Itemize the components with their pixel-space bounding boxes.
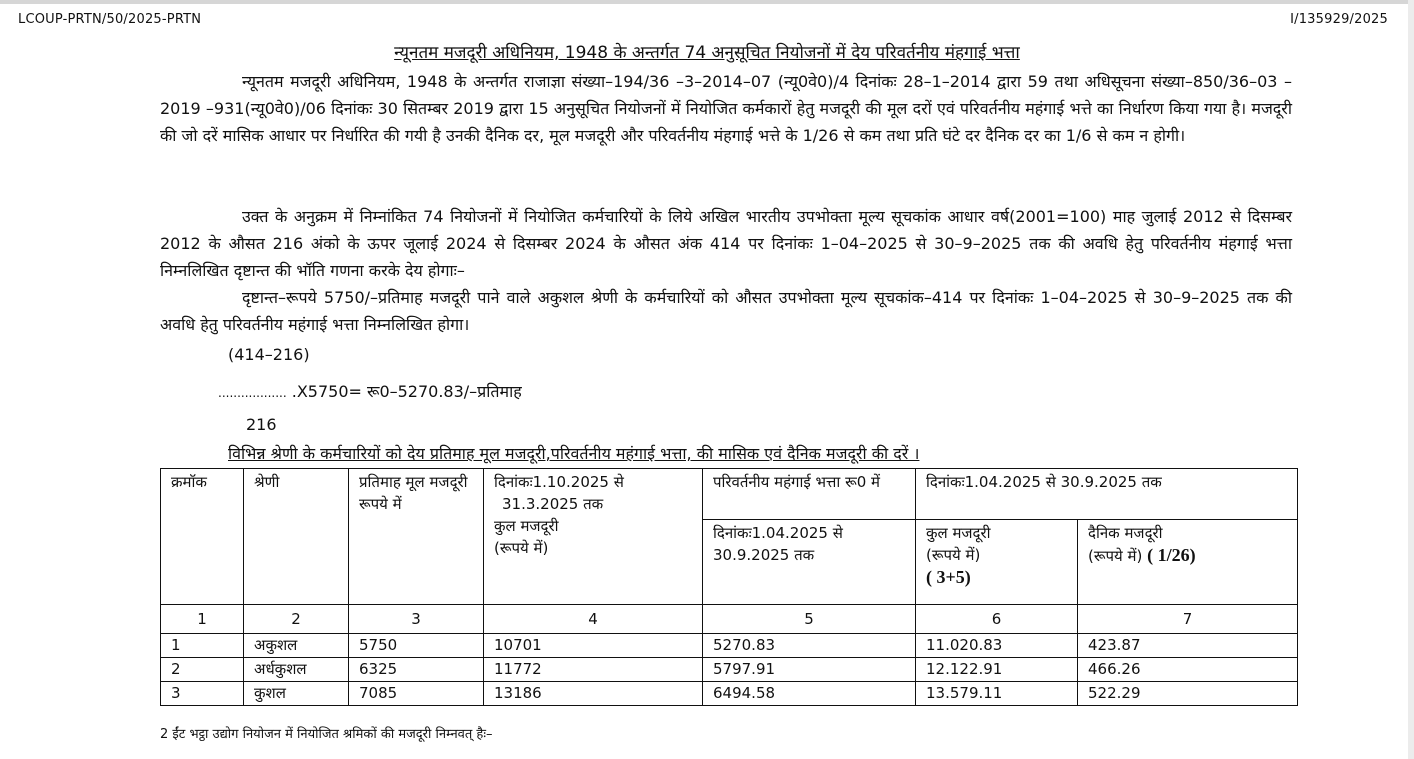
paragraph-2-text: उक्त के अनुक्रम में निम्नांकित 74 नियोजनों में नियोजित कर्मचारियों के लिये अखिल भारतीय उपभोक्ता मूल्य सूचकांक आधार वर्ष(2001=100) माह जुलाई 2012 से दिसम्बर 2012 के औसत 216 अंको के ऊपर जूलाई 2024 से दिसम्बर 2024 के औसत अंक 414 पर दिनांकः 1–04–2025 से 30–9–2025 तक की अवधि हेतु परिवर्तनीय मंहगाई भत्ता निम्नलिखित दृष्टान्त की भॉति गणना करके देय होगाः–: [160, 207, 1292, 280]
column-number-row: [161, 605, 1298, 634]
footer-note: 2 ईंट भट्ठा उद्योग नियोजन में नियोजित श्रमिकों की मजदूरी निम्नवत् हैः–: [160, 727, 493, 742]
subheader-daily-unit: (रूपये में): [1088, 547, 1143, 565]
subheader-daily-unit-line: [1088, 544, 1287, 567]
cell-category: अर्धकुशल: [244, 658, 349, 682]
cell-serial: 2: [161, 658, 244, 682]
cell-daily: 522.29: [1078, 682, 1298, 706]
viewer-top-edge: [0, 0, 1414, 4]
table-row: [161, 658, 1298, 682]
column-number: 1: [161, 605, 244, 634]
column-number: 6: [916, 605, 1078, 634]
paragraph-3: [160, 284, 1292, 338]
column-number: 3: [349, 605, 484, 634]
header-total-next-date: दिनांकः1.10.2025 से: [494, 473, 624, 491]
column-number: 4: [484, 605, 703, 634]
paragraph-2: [160, 203, 1292, 284]
cell-basic: 7085: [349, 682, 484, 706]
cell-daily: 423.87: [1078, 634, 1298, 658]
header-total-wage-next: [484, 469, 703, 605]
table-header-row: [161, 469, 1298, 520]
header-period: दिनांकः1.04.2025 से 30.9.2025 तक: [916, 469, 1298, 520]
subheader-total-label: कुल मजदूरी: [926, 524, 991, 542]
file-reference-left: LCOUP-PRTN/50/2025-PRTN: [18, 12, 202, 27]
column-number: 7: [1078, 605, 1298, 634]
formula-denominator: 216: [246, 415, 277, 434]
cell-category: कुशल: [244, 682, 349, 706]
cell-total: 12.122.91: [916, 658, 1078, 682]
subheader-total-unit: (रूपये में): [926, 546, 981, 564]
cell-vda: 5797.91: [703, 658, 916, 682]
table-row: [161, 634, 1298, 658]
cell-serial: 3: [161, 682, 244, 706]
viewer-scrollbar-track[interactable]: [1408, 0, 1414, 759]
cell-total-next: 11772: [484, 658, 703, 682]
cell-vda: 6494.58: [703, 682, 916, 706]
column-number: 5: [703, 605, 916, 634]
formula-numerator: (414–216): [228, 345, 310, 364]
cell-serial: 1: [161, 634, 244, 658]
document-title: न्यूनतम मजदूरी अधिनियम, 1948 के अन्तर्गत 74 अनुसूचित नियोजनों में देय परिवर्तनीय मंहगाई भत्ता: [394, 43, 1020, 63]
formula-expression: .X5750= रू0–5270.83/–प्रतिमाह: [286, 382, 522, 401]
cell-vda: 5270.83: [703, 634, 916, 658]
paragraph-1-text: न्यूनतम मजदूरी अधिनियम, 1948 के अन्तर्गत राजाज्ञा संख्या–194/36 –3–2014–07 (न्यू0वे0)/4 दिनांकः 28–1–2014 द्वारा 59 तथा अधिसूचना संख्या–850/36–03 –2019 –931(न्यू0वे0)/06 दिनांकः 30 सितम्बर 2019 द्वारा 15 अनुसूचित नियोजनों में नियोजित कर्मकारों हेतु मजदूरी की मूल दरों एवं परिवर्तनीय महंगाई भत्ते का निर्धारण किया गया है। मजदूरी की जो दरें मासिक आधार पर निर्धारित की गयी है उनकी दैनिक दर, मूल मजदूरी और परिवर्तनीय मंहगाई भत्ते के 1/26 से कम तथा प्रति घंटे दर दैनिक दर का 1/6 से कम न होगी।: [160, 72, 1292, 145]
header-total-next-label: कुल मजदूरी: [494, 517, 559, 535]
table-row: [161, 682, 1298, 706]
file-reference-right: I/135929/2025: [1290, 12, 1388, 27]
cell-basic: 6325: [349, 658, 484, 682]
formula-dots: ..................: [218, 386, 287, 400]
cell-total-next: 10701: [484, 634, 703, 658]
header-serial: क्रमॉक: [161, 469, 244, 605]
cell-total-next: 13186: [484, 682, 703, 706]
cell-daily: 466.26: [1078, 658, 1298, 682]
table-title: विभिन्न श्रेणी के कर्मचारियों को देय प्रतिमाह मूल मजदूरी,परिवर्तनीय महंगाई भत्ता, की मासिक एवं दैनिक मजदूरी की दरें ।: [228, 444, 920, 463]
header-category: श्रेणी: [244, 469, 349, 605]
formula-line: [218, 380, 522, 402]
header-total-next-unit: (रूपये में): [494, 539, 549, 557]
column-number: 2: [244, 605, 349, 634]
paragraph-1: [160, 68, 1292, 149]
header-vda: परिवर्तनीय महंगाई भत्ता रू0 में: [703, 469, 916, 520]
subheader-total-formula: ( 3+5): [926, 567, 971, 587]
wage-table: [160, 468, 1298, 706]
subheader-daily-wage: [1078, 520, 1298, 605]
subheader-total-wage: [916, 520, 1078, 605]
cell-category: अकुशल: [244, 634, 349, 658]
subheader-vda-period: दिनांकः1.04.2025 से 30.9.2025 तक: [703, 520, 916, 605]
cell-basic: 5750: [349, 634, 484, 658]
header-total-next-until: 31.3.2025 तक: [502, 495, 604, 513]
paragraph-3-text: दृष्टान्त–रूपये 5750/–प्रतिमाह मजदूरी पाने वाले अकुशल श्रेणी के कर्मचारियों को औसत उपभोक्ता मूल्य सूचकांक–414 पर दिनांकः 1–04–2025 से 30–9–2025 तक की अवधि हेतु परिवर्तनीय महंगाई भत्ता निम्नलिखित होगा।: [160, 288, 1292, 334]
subheader-daily-formula: ( 1/26): [1147, 545, 1196, 565]
cell-total: 13.579.11: [916, 682, 1078, 706]
subheader-daily-label: दैनिक मजदूरी: [1088, 524, 1163, 542]
cell-total: 11.020.83: [916, 634, 1078, 658]
header-basic-wage: प्रतिमाह मूल मजदूरी रूपये में: [349, 469, 484, 605]
